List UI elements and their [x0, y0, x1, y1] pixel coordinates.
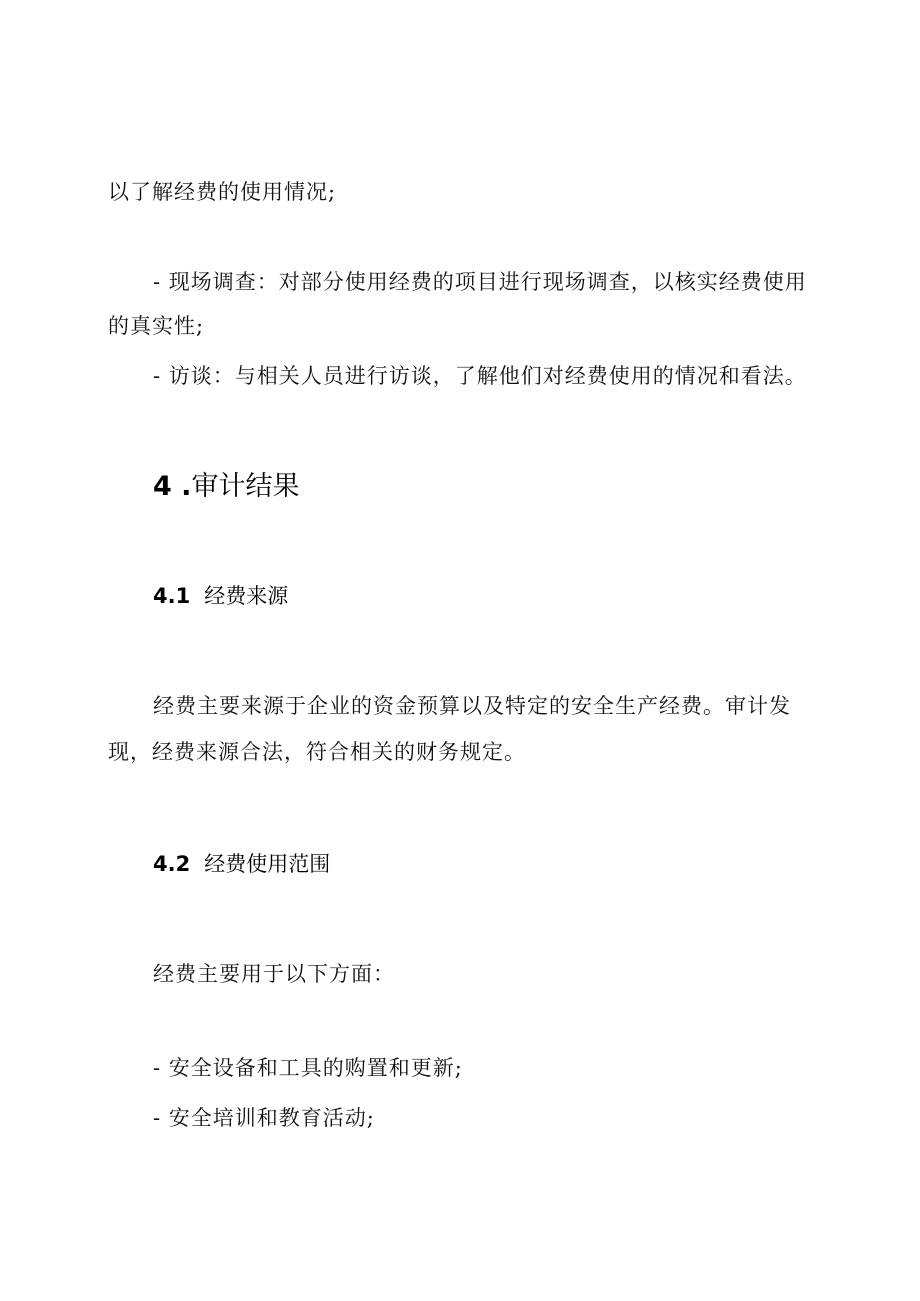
list-item-site-survey-continued: 的真实性;: [108, 314, 205, 338]
subsection-title: 经费来源: [204, 584, 289, 608]
subsection-number: 4.1: [153, 584, 191, 608]
section-title: 审计结果: [191, 471, 300, 502]
subsection-heading-usage-scope: [153, 850, 330, 878]
paragraph-text: 以了解经费的使用情况;: [108, 180, 337, 204]
section-heading-audit-results: [153, 470, 299, 504]
paragraph-text-continued: 现，经费来源合法，符合相关的财务规定。: [108, 740, 526, 764]
subsection-title: 经费使用范围: [204, 852, 331, 876]
subsection-heading-funding-source: [153, 582, 288, 610]
list-item: - 安全设备和工具的购置和更新;: [153, 1056, 463, 1080]
paragraph-text: 经费主要来源于企业的资金预算以及特定的安全生产经费。审计发: [153, 694, 791, 718]
subsection-number: 4.2: [153, 852, 191, 876]
list-item-interview: - 访谈：与相关人员进行访谈，了解他们对经费使用的情况和看法。: [153, 364, 807, 388]
paragraph-text: 经费主要用于以下方面：: [153, 962, 395, 986]
section-number: 4 .: [153, 471, 192, 502]
list-item-site-survey: - 现场调查：对部分使用经费的项目进行现场调查，以核实经费使用: [153, 270, 807, 294]
list-item: - 安全培训和教育活动;: [153, 1106, 375, 1130]
